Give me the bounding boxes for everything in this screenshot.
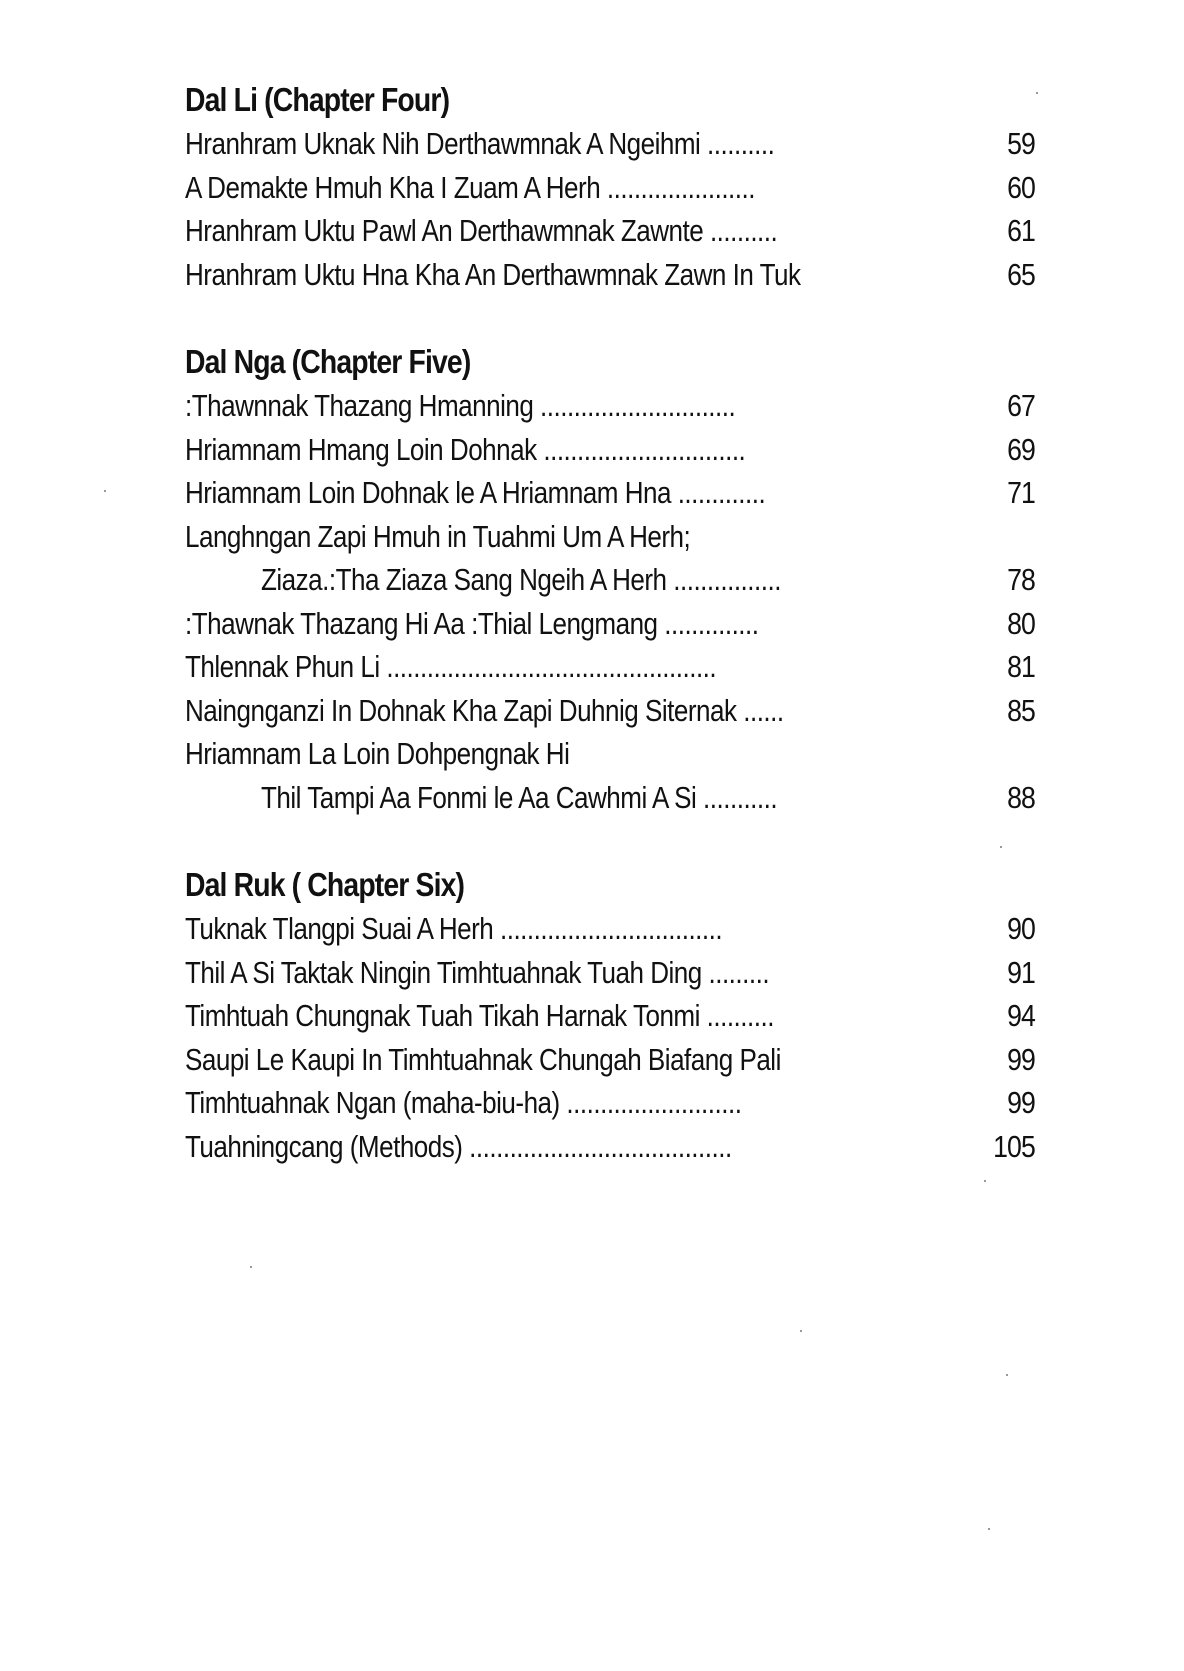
toc-entry-title: Hriamnam Hmang Loin Dohnak .............................. <box>185 431 746 467</box>
toc-entry <box>185 515 1035 559</box>
toc-entry-title: Ziaza.:Tha Ziaza Sang Ngeih A Herh ................ <box>261 562 781 597</box>
toc-entry-page: 99 <box>1007 1085 1035 1120</box>
scan-speck <box>1036 92 1038 94</box>
toc-entry <box>185 1125 1035 1169</box>
toc-entry-page: 61 <box>1007 213 1035 248</box>
chapter-heading: Dal Li (Chapter Four) <box>185 81 450 118</box>
scan-speck <box>988 1528 990 1530</box>
toc-entry-page: 90 <box>1007 911 1035 946</box>
toc-entry-title: Tuahningcang (Methods) ....................................... <box>185 1128 732 1164</box>
toc-entry-title: Saupi Le Kaupi In Timhtuahnak Chungah Biafang Pali <box>185 1041 781 1077</box>
scan-speck <box>1000 846 1002 848</box>
toc-entry-page: 105 <box>993 1128 1035 1164</box>
toc-entry-title: Timhtuahnak Ngan (maha-biu-ha) .......................... <box>185 1085 742 1120</box>
toc-entry-continued <box>185 558 1035 602</box>
toc-entry-title: :Thawnak Thazang Hi Aa :Thial Lengmang .............. <box>185 605 759 641</box>
toc-entry-page: 65 <box>1007 256 1035 292</box>
toc-entry-page: 94 <box>1007 998 1035 1033</box>
toc-entry <box>185 122 1035 166</box>
chapter-heading: Dal Nga (Chapter Five) <box>185 343 471 380</box>
toc-entry-title: Thlennak Phun Li ................................................. <box>185 649 717 684</box>
toc-entry-title: :Thawnnak Thazang Hmanning ............................. <box>185 388 736 423</box>
toc-entry-page: 69 <box>1007 431 1035 467</box>
toc-entry-title: Naingnganzi In Dohnak Kha Zapi Duhnig Siternak ...... <box>185 692 784 728</box>
toc-entry-title: Hriamnam La Loin Dohpengnak Hi <box>185 736 570 771</box>
toc-entry <box>185 471 1035 515</box>
toc-entry <box>185 645 1035 689</box>
toc-section-chapter-four <box>185 78 1035 296</box>
toc-entry-page: 71 <box>1007 475 1035 510</box>
toc-entry <box>185 166 1035 210</box>
toc-entry-title: Hranhram Uktu Pawl An Derthawmnak Zawnte .......... <box>185 213 778 248</box>
toc-entry-continued <box>185 776 1035 820</box>
toc-entry <box>185 384 1035 428</box>
toc-entry-page: 60 <box>1007 169 1035 205</box>
toc-entry-title: Thil Tampi Aa Fonmi le Aa Cawhmi A Si ........... <box>261 779 778 815</box>
toc-entry <box>185 602 1035 646</box>
toc-entry-page: 80 <box>1007 605 1035 641</box>
toc-entry-page: 81 <box>1007 649 1035 684</box>
toc-entry <box>185 951 1035 995</box>
toc-entry-title: Hranhram Uknak Nih Derthawmnak A Ngeihmi .......... <box>185 126 775 161</box>
toc-entry-title: Hranhram Uktu Hna Kha An Derthawmnak Zawn In Tuk <box>185 256 801 292</box>
chapter-heading: Dal Ruk ( Chapter Six) <box>185 866 465 903</box>
toc-entry-page: 59 <box>1007 126 1035 161</box>
toc-entry-page: 78 <box>1007 562 1035 597</box>
toc-entry-title: Langhngan Zapi Hmuh in Tuahmi Um A Herh; <box>185 518 691 554</box>
scan-speck <box>984 1180 986 1182</box>
toc-entry-title: Timhtuah Chungnak Tuah Tikah Harnak Tonmi .......... <box>185 998 774 1033</box>
toc-entry-title: Hriamnam Loin Dohnak le A Hriamnam Hna ............. <box>185 475 766 510</box>
toc-entry-page: 88 <box>1007 779 1035 815</box>
toc-entry-page: 85 <box>1007 692 1035 728</box>
toc-entry <box>185 994 1035 1038</box>
toc-entry <box>185 428 1035 472</box>
toc-entry <box>185 732 1035 776</box>
toc-entry <box>185 253 1035 297</box>
toc-entry <box>185 689 1035 733</box>
scan-speck <box>800 1330 802 1332</box>
toc-section-chapter-five <box>185 340 1035 819</box>
toc-entry-title: Thil A Si Taktak Ningin Timhtuahnak Tuah Ding ......... <box>185 954 770 990</box>
toc-entry-page: 99 <box>1007 1041 1035 1077</box>
scan-speck <box>250 1266 252 1268</box>
scan-speck <box>104 490 106 492</box>
toc-entry-title: Tuknak Tlangpi Suai A Herh ................................. <box>185 911 723 946</box>
toc-entry-title: A Demakte Hmuh Kha I Zuam A Herh ...................... <box>185 169 755 205</box>
toc-entry-page: 91 <box>1007 954 1035 990</box>
toc-entry-page: 67 <box>1007 388 1035 423</box>
toc-section-chapter-six <box>185 863 1035 1168</box>
scan-speck <box>1006 1374 1008 1376</box>
toc-entry <box>185 907 1035 951</box>
toc-entry <box>185 1038 1035 1082</box>
toc-entry <box>185 209 1035 253</box>
toc-entry <box>185 1081 1035 1125</box>
table-of-contents <box>185 78 1035 1168</box>
